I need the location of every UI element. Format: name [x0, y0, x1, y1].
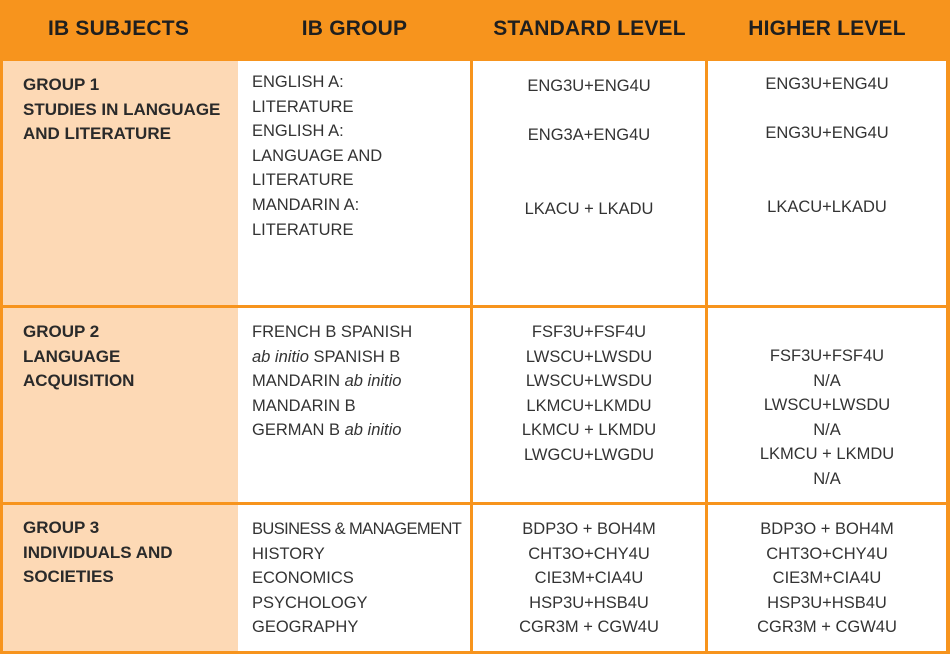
subject-line: MANDARIN A: [252, 195, 360, 214]
course-code: LWSCU+LWSDU [763, 396, 891, 415]
group-label-line: ACQUISITION [23, 371, 135, 390]
subject-line: LITERATURE [252, 171, 354, 190]
course-code: CGR3M + CGW4U [519, 618, 659, 637]
subject-line: PSYCHOLOGY [252, 593, 368, 612]
group-label-line: SOCIETIES [23, 567, 114, 586]
header-ib-group: IB GROUP [301, 17, 408, 40]
subject-line: LITERATURE [252, 97, 354, 116]
subject-line: LANGUAGE AND [252, 146, 383, 165]
subject-line: LITERATURE [252, 220, 354, 239]
course-code: ENG3U+ENG4U [765, 124, 889, 142]
group-label-line: AND LITERATURE [23, 124, 171, 143]
course-code: N/A [813, 469, 841, 488]
course-code: BDP3O + BOH4M [522, 520, 656, 538]
course-code: HSP3U+HSB4U [767, 593, 887, 612]
subject-line: ENGLISH A: [252, 73, 344, 91]
course-code: N/A [813, 420, 841, 439]
subject-line: HISTORY [252, 544, 325, 563]
group-label-line: LANGUAGE [23, 346, 121, 366]
course-code: CHT3O+CHY4U [528, 544, 650, 563]
italic-text: ab initio [344, 421, 402, 440]
standard-level-cell [473, 308, 705, 502]
table-row-group-3 [0, 505, 950, 651]
subject-line: MANDARIN B [252, 396, 356, 415]
course-code: LWSCU+LWSDU [525, 372, 653, 391]
subject-text: MANDARIN [252, 372, 345, 391]
header-standard-level: STANDARD LEVEL [493, 17, 686, 40]
group-label-cell [3, 505, 238, 651]
course-code: ENG3A+ENG4U [527, 126, 651, 144]
subjects-cell [238, 505, 470, 651]
italic-text: ab initio [252, 347, 309, 366]
subject-line: ENGLISH A: [252, 122, 344, 141]
group-label-line: GROUP 2 [23, 322, 100, 341]
subject-text: SPANISH B [308, 347, 401, 366]
subjects-cell [238, 308, 470, 502]
subject-line: BUSINESS & MANAGEMENT [252, 520, 462, 538]
header-ib-subjects: IB SUBJECTS [47, 17, 190, 40]
course-code: HSP3U+HSB4U [529, 593, 649, 612]
group-label-line: INDIVIDUALS AND [23, 542, 173, 562]
subject-line: FRENCH B SPANISH [252, 323, 413, 341]
table-header [0, 0, 950, 58]
subject-line [252, 418, 470, 443]
course-code: LKACU + LKADU [524, 200, 654, 218]
subject-line: ECONOMICS [252, 569, 354, 588]
higher-level-cell [708, 61, 946, 305]
group-label-cell [3, 61, 238, 305]
course-code: FSF3U+FSF4U [531, 323, 647, 341]
course-code: LWSCU+LWSDU [525, 347, 653, 366]
course-code: CHT3O+CHY4U [766, 544, 888, 563]
table-row-group-1 [0, 61, 950, 305]
header-higher-level: HIGHER LEVEL [748, 17, 906, 40]
course-code: FSF3U+FSF4U [769, 347, 885, 365]
subject-line [252, 369, 470, 394]
course-code: CIE3M+CIA4U [772, 569, 882, 588]
subject-text: GERMAN B [252, 421, 345, 440]
higher-level-cell [708, 308, 946, 502]
subjects-cell [238, 61, 470, 305]
higher-level-cell [708, 505, 946, 651]
standard-level-cell [473, 505, 705, 651]
course-code: N/A [813, 371, 841, 390]
course-code: CIE3M+CIA4U [534, 569, 644, 588]
table-row-group-2 [0, 308, 950, 502]
course-code: ENG3U+ENG4U [527, 77, 651, 95]
course-code: LKMCU + LKMDU [759, 445, 895, 464]
course-code: LWGCU+LWGDU [523, 445, 655, 464]
group-label-line: GROUP 3 [23, 518, 100, 537]
group-label-cell [3, 308, 238, 502]
course-code: LKACU+LKADU [767, 198, 887, 216]
group-label-line: GROUP 1 [23, 75, 100, 94]
subject-line [252, 345, 470, 370]
course-code: ENG3U+ENG4U [765, 75, 889, 93]
course-code: CGR3M + CGW4U [757, 618, 897, 637]
course-code: BDP3O + BOH4M [760, 520, 894, 538]
subject-line: GEOGRAPHY [252, 618, 359, 637]
course-code: LKMCU+LKMDU [526, 396, 652, 415]
italic-text: ab initio [344, 372, 402, 391]
standard-level-cell [473, 61, 705, 305]
course-code: LKMCU + LKMDU [521, 421, 657, 440]
group-label-line: STUDIES IN LANGUAGE [23, 99, 221, 119]
